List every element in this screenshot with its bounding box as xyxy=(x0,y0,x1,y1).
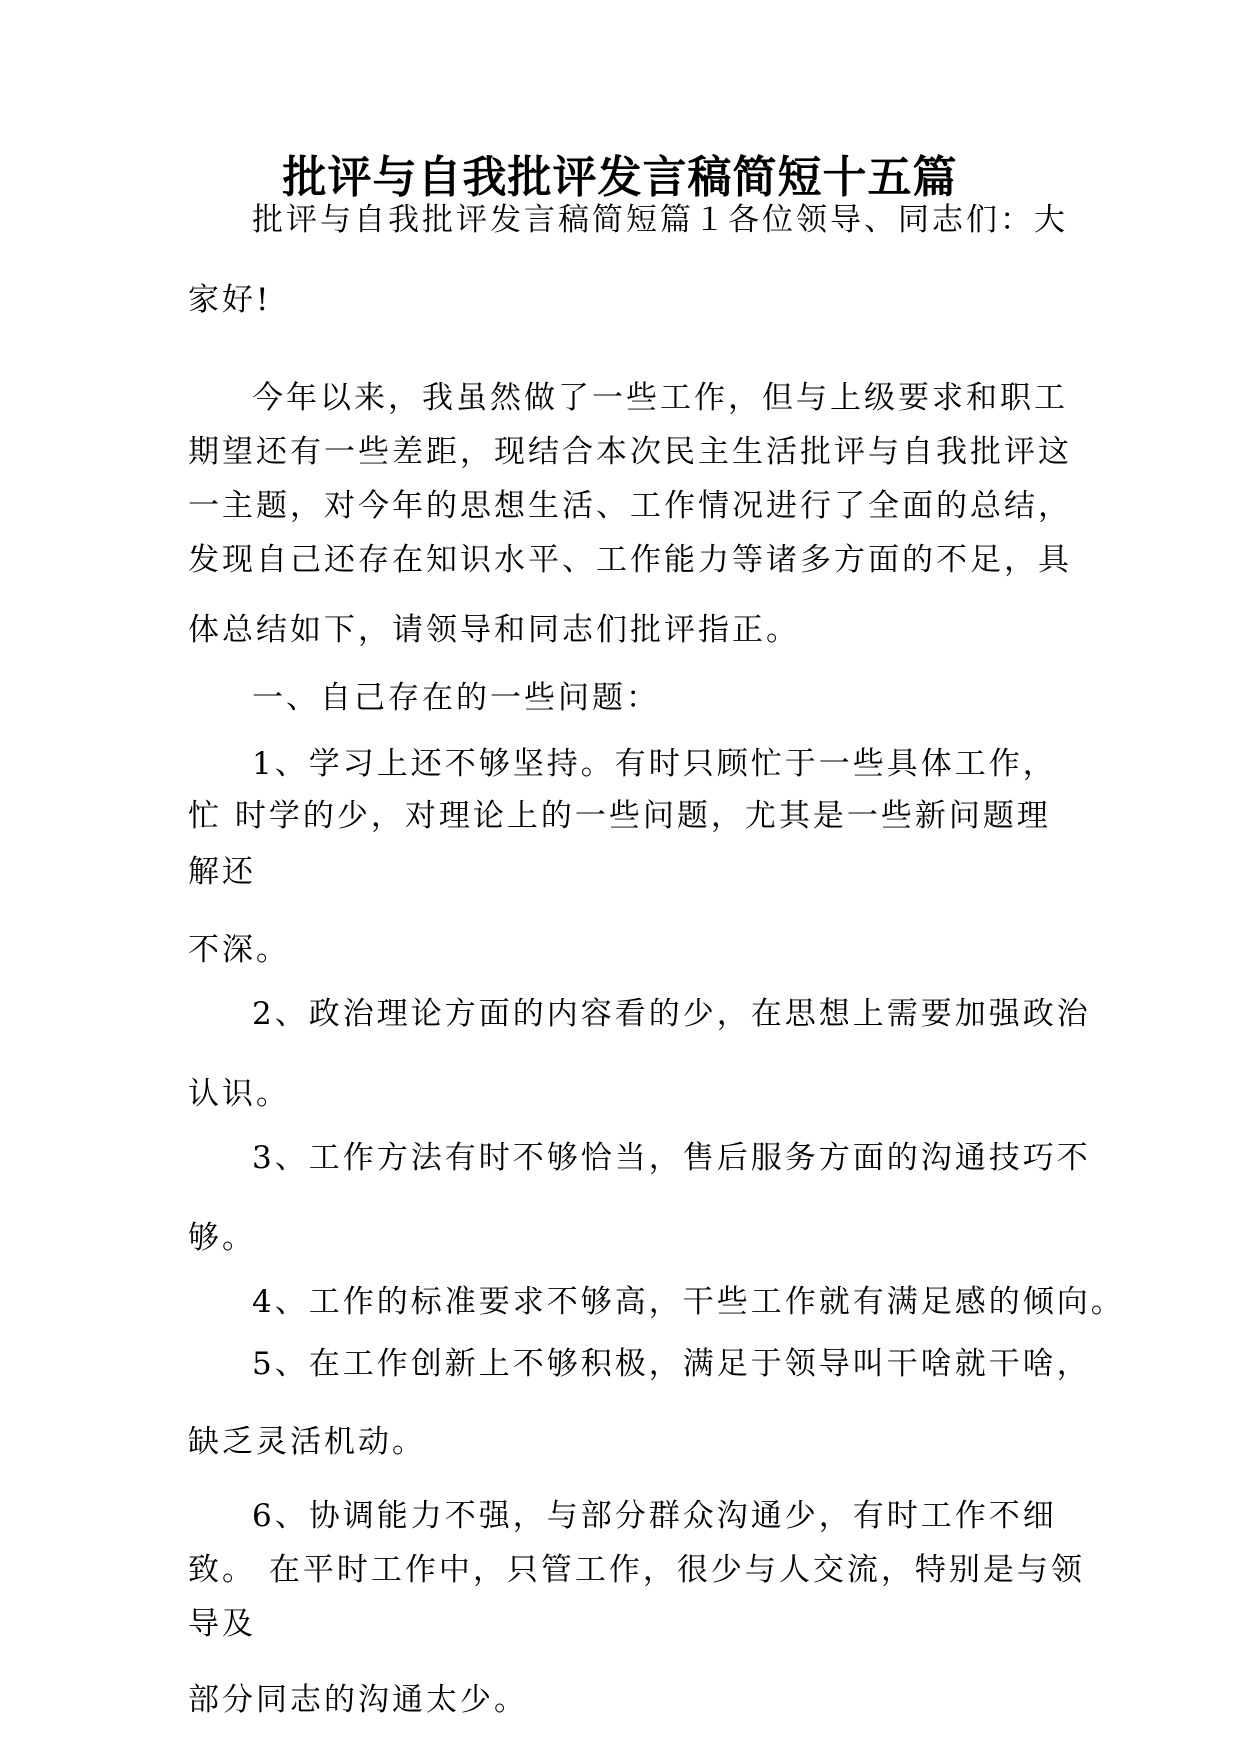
paragraph-line: 体总结如下，请领导和同志们批评指正。 xyxy=(188,612,800,648)
paragraph-line: 5、在工作创新上不够积极，满足于领导叫干啥就干啥， xyxy=(252,1346,1091,1382)
paragraph-line: 期望还有一些差距，现结合本次民主生活批评与自我批评这 xyxy=(188,434,1072,470)
paragraph-line: 6、协调能力不强，与部分群众沟通少，有时工作不细 xyxy=(252,1498,1057,1534)
paragraph-line: 部分同志的沟通太少。 xyxy=(188,1682,528,1718)
paragraph-line: 忙 时学的少，对理论上的一些问题，尤其是一些新问题理 xyxy=(188,798,1051,834)
paragraph-line: 一、自己存在的一些问题： xyxy=(252,680,660,716)
paragraph-line: 够。 xyxy=(188,1220,256,1256)
paragraph-line: 解还 xyxy=(188,854,256,890)
paragraph-line: 2、政治理论方面的内容看的少，在思想上需要加强政治 xyxy=(252,996,1091,1032)
paragraph-line: 导及 xyxy=(188,1606,256,1642)
paragraph-line: 家好! xyxy=(188,282,272,318)
paragraph-line: 发现自己还存在知识水平、工作能力等诸多方面的不足，具 xyxy=(188,542,1072,578)
paragraph-line: 3、工作方法有时不够恰当，售后服务方面的沟通技巧不 xyxy=(252,1140,1091,1176)
paragraph-line: 认识。 xyxy=(188,1076,290,1112)
paragraph-line: 4、工作的标准要求不够高，干些工作就有满足感的倾向。 xyxy=(252,1284,1125,1320)
paragraph-line: 致。 在平时工作中，只管工作，很少与人交流，特别是与领 xyxy=(188,1552,1085,1588)
paragraph-line: 批评与自我批评发言稿简短篇１各位领导、同志们：大 xyxy=(252,202,1068,238)
paragraph-line: 缺乏灵活机动。 xyxy=(188,1424,426,1460)
document-title: 批评与自我批评发言稿简短十五篇 xyxy=(282,152,958,203)
paragraph-line: 一主题，对今年的思想生活、工作情况进行了全面的总结， xyxy=(188,488,1072,524)
paragraph-line: 1、学习上还不够坚持。有时只顾忙于一些具体工作， xyxy=(252,746,1057,782)
paragraph-line: 今年以来，我虽然做了一些工作，但与上级要求和职工 xyxy=(252,380,1068,416)
paragraph-line: 不深。 xyxy=(188,932,290,968)
